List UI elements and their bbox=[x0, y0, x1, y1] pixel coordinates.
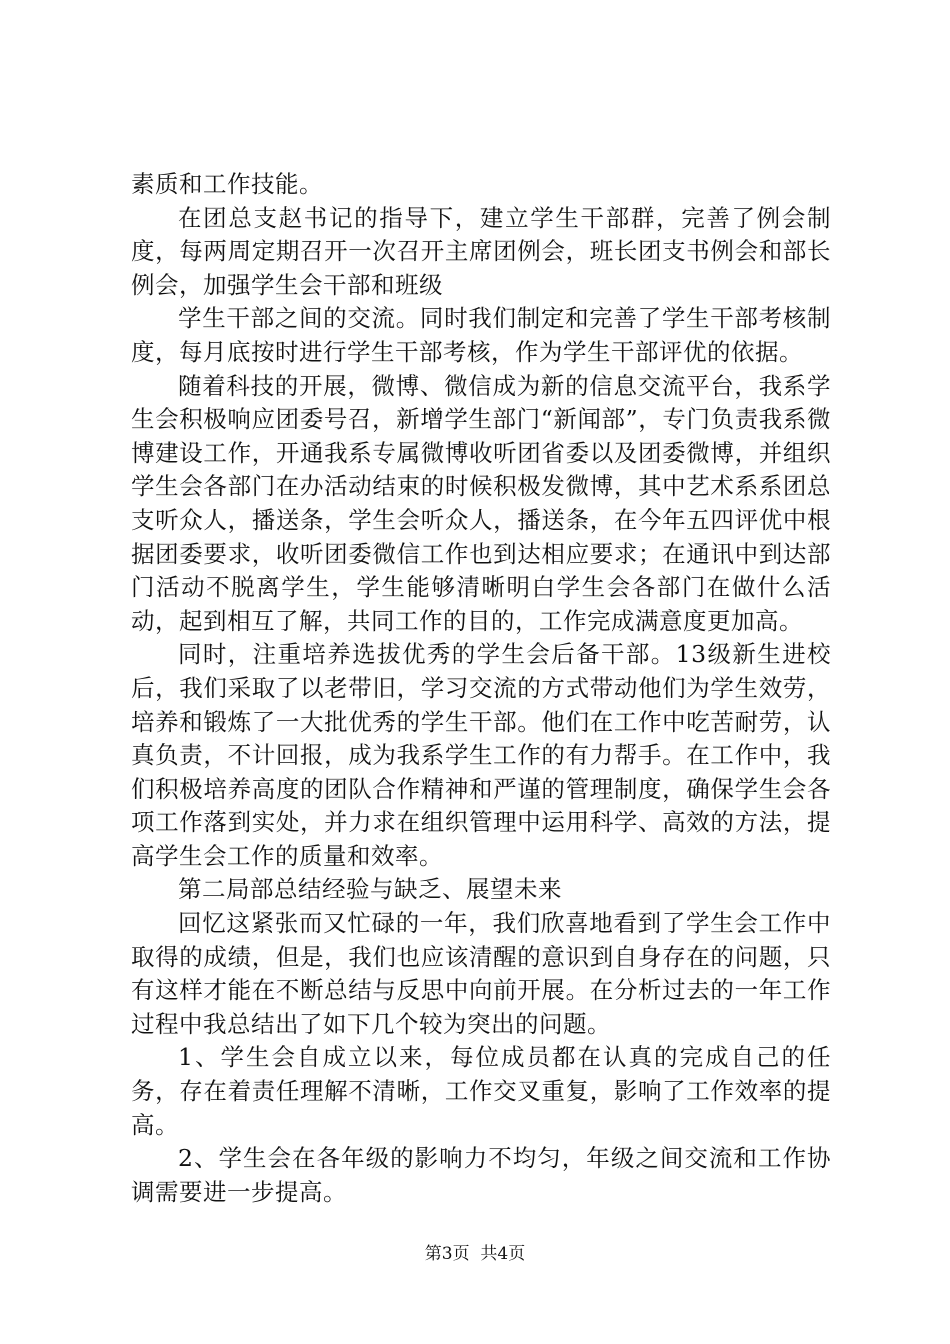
document-body bbox=[131, 168, 831, 1209]
paragraph-continuation: 素质和工作技能。 bbox=[131, 170, 323, 198]
paragraph-weibo-wechat: 随着科技的开展，微博、微信成为新的信息交流平台，我系学生会积极响应团委号召，新增学生部门“新闻部”，专门负责我系微博建设工作，开通我系专属微博收听团省委以及团委微博，并组织学生会各部门在办活动结束的时候积极发微博，其中艺术系系团总支听众人，播送条，学生会听众人，播送条，在今年五四评优中根据团委要求，收听团委微信工作也到达相应要求；在通讯中到达部门活动不脱离学生，学生能够清晰明白学生会各部门在做什么活动，起到相互了解，共同工作的目的，工作完成满意度更加高。 bbox=[131, 371, 831, 635]
paragraph-cadre-training: 同时，注重培养选拔优秀的学生会后备干部。13级新生进校后，我们采取了以老带旧，学习交流的方式带动他们为学生效劳，培养和锻炼了一大批优秀的学生干部。他们在工作中吃苦耐劳，认真负责，不计回报，成为我系学生工作的有力帮手。在工作中，我们积极培养高度的团队合作精神和严谨的管理制度，确保学生会各项工作落到实处，并力求在组织管理中运用科学、高效的方法，提高学生会工作的质量和效率。 bbox=[131, 640, 831, 870]
list-item-problem-1: 1、学生会自成立以来，每位成员都在认真的完成自己的任务，存在着责任理解不清晰，工作交叉重复，影响了工作效率的提高。 bbox=[131, 1043, 831, 1139]
paragraph-assessment: 学生干部之间的交流。同时我们制定和完善了学生干部考核制度，每月底按时进行学生干部考核，作为学生干部评优的依据。 bbox=[131, 304, 831, 366]
paragraph-meeting-system: 在团总支赵书记的指导下，建立学生干部群，完善了例会制度，每两周定期召开一次召开主席团例会，班长团支书例会和部长例会，加强学生会干部和班级 bbox=[131, 203, 831, 299]
list-item-problem-2: 2、学生会在各年级的影响力不均匀，年级之间交流和工作协调需要进一步提高。 bbox=[131, 1144, 831, 1206]
section-heading: 第二局部总结经验与缺乏、展望未来 bbox=[178, 875, 562, 904]
page-number: 第3页 共4页 bbox=[424, 1244, 526, 1264]
paragraph-review: 回忆这紧张而又忙碌的一年，我们欣喜地看到了学生会工作中取得的成绩，但是，我们也应该清醒的意识到自身存在的问题，只有这样才能在不断总结与反思中向前开展。在分析过去的一年工作过程中我总结出了如下几个较为突出的问题。 bbox=[131, 909, 831, 1038]
